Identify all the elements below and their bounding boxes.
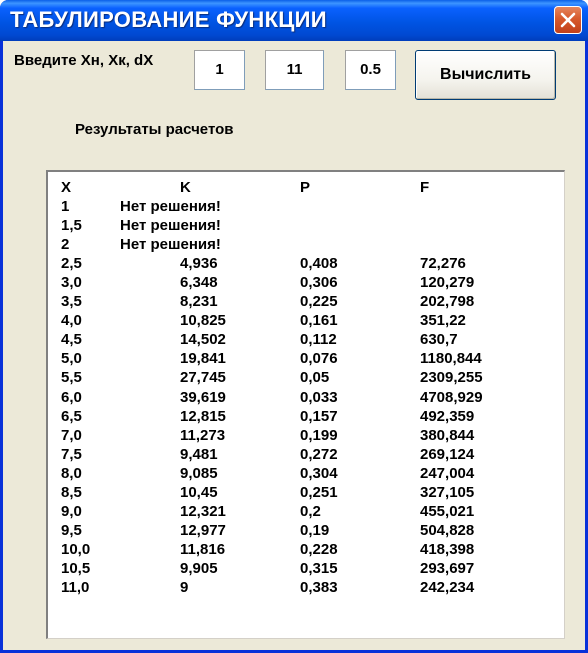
calculate-button[interactable]: Вычислить xyxy=(415,50,556,100)
cell-p: 0,306 xyxy=(300,274,338,292)
table-row xyxy=(48,521,563,540)
table-row xyxy=(48,407,563,426)
title-bar[interactable] xyxy=(0,0,588,41)
table-row xyxy=(48,540,563,559)
cell-x: 8,5 xyxy=(61,483,82,501)
table-row xyxy=(48,292,563,311)
cell-f: 72,276 xyxy=(420,255,466,273)
cell-f: 269,124 xyxy=(420,445,475,463)
column-header-f: F xyxy=(420,179,430,196)
input-prompt-label: Введите Xн, Xк, dX xyxy=(14,52,154,69)
column-header-p: P xyxy=(300,179,311,196)
table-row xyxy=(48,273,563,292)
table-row xyxy=(48,483,563,502)
xn-input[interactable]: 1 xyxy=(194,50,245,90)
close-button[interactable] xyxy=(554,6,582,34)
cell-x: 4,5 xyxy=(61,331,82,349)
close-icon xyxy=(560,12,576,28)
cell-f: 247,004 xyxy=(420,464,475,482)
table-row xyxy=(48,388,563,407)
cell-k: 9,481 xyxy=(180,445,218,463)
cell-f: 2309,255 xyxy=(420,369,483,387)
cell-x: 4,0 xyxy=(61,312,82,330)
cell-p: 0,383 xyxy=(300,579,338,596)
table-row xyxy=(48,502,563,521)
cell-p: 0,076 xyxy=(300,350,338,368)
cell-k: 11,273 xyxy=(180,426,226,444)
table-row xyxy=(48,559,563,578)
cell-k: 9,905 xyxy=(180,559,218,577)
cell-p: 0,05 xyxy=(300,369,330,387)
cell-p: 0,272 xyxy=(300,445,338,463)
cell-k: 19,841 xyxy=(180,350,226,368)
cell-f: 504,828 xyxy=(420,521,475,539)
results-header-row xyxy=(48,178,563,197)
cell-p: 0,112 xyxy=(300,331,337,349)
table-row xyxy=(48,197,563,216)
cell-x: 1,5 xyxy=(61,217,82,235)
cell-x: 6,5 xyxy=(61,407,82,425)
cell-k: 27,745 xyxy=(180,369,226,387)
cell-p: 0,225 xyxy=(300,293,338,311)
xk-input[interactable]: 11 xyxy=(265,50,324,90)
cell-k: 12,977 xyxy=(180,521,226,539)
cell-p: 0,304 xyxy=(300,464,338,482)
cell-x: 10,0 xyxy=(61,540,91,558)
table-row xyxy=(48,426,563,445)
cell-f: 293,697 xyxy=(420,559,475,577)
cell-f: 1180,844 xyxy=(420,350,482,368)
table-row xyxy=(48,330,563,349)
cell-f: 120,279 xyxy=(420,274,475,292)
cell-x: 11,0 xyxy=(61,579,90,596)
table-row xyxy=(48,445,563,464)
table-row xyxy=(48,464,563,483)
cell-f: 380,844 xyxy=(420,426,475,444)
cell-k: 12,815 xyxy=(180,407,226,425)
cell-x: 10,5 xyxy=(61,559,91,577)
cell-f: 630,7 xyxy=(420,331,458,349)
cell-k: 10,45 xyxy=(180,483,218,501)
cell-p: 0,033 xyxy=(300,388,338,406)
cell-f: 418,398 xyxy=(420,540,475,558)
window-title: ТАБУЛИРОВАНИЕ ФУНКЦИИ xyxy=(10,7,327,32)
table-row xyxy=(48,311,563,330)
cell-p: 0,2 xyxy=(300,502,321,520)
cell-x: 1 xyxy=(61,198,70,215)
cell-p: 0,228 xyxy=(300,540,338,558)
cell-k: 9,085 xyxy=(180,464,218,482)
table-row xyxy=(48,349,563,368)
cell-f: 4708,929 xyxy=(420,388,483,406)
cell-p: 0,19 xyxy=(300,521,330,539)
cell-p: 0,161 xyxy=(300,312,338,330)
cell-x: 3,0 xyxy=(61,274,82,292)
cell-x: 3,5 xyxy=(61,293,82,311)
cell-k: 11,816 xyxy=(180,540,226,558)
cell-x: 6,0 xyxy=(61,388,82,406)
results-label: Результаты расчетов xyxy=(75,121,234,138)
column-header-x: X xyxy=(61,179,72,196)
cell-k: 12,321 xyxy=(180,502,226,520)
table-row xyxy=(48,216,563,235)
cell-message: Нет решения! xyxy=(120,198,221,215)
cell-x: 7,5 xyxy=(61,445,82,463)
table-row xyxy=(48,254,563,273)
cell-x: 5,0 xyxy=(61,350,82,368)
cell-p: 0,315 xyxy=(300,559,338,577)
cell-x: 2 xyxy=(61,236,70,254)
cell-k: 14,502 xyxy=(180,331,226,349)
cell-f: 202,798 xyxy=(420,293,475,311)
cell-k: 8,231 xyxy=(180,293,218,311)
cell-k: 39,619 xyxy=(180,388,226,406)
cell-x: 7,0 xyxy=(61,426,82,444)
cell-x: 2,5 xyxy=(61,255,82,273)
cell-f: 351,22 xyxy=(420,312,466,330)
cell-x: 9,0 xyxy=(61,502,82,520)
cell-message: Нет решения! xyxy=(120,217,221,235)
column-header-k: K xyxy=(180,179,191,196)
table-row xyxy=(48,235,563,254)
cell-k: 4,936 xyxy=(180,255,218,273)
cell-f: 455,021 xyxy=(420,502,475,520)
cell-k: 6,348 xyxy=(180,274,218,292)
cell-f: 242,234 xyxy=(420,579,475,596)
results-listbox[interactable] xyxy=(46,170,565,639)
table-row xyxy=(48,368,563,387)
table-row xyxy=(48,578,563,597)
cell-p: 0,251 xyxy=(300,483,338,501)
cell-f: 327,105 xyxy=(420,483,475,501)
cell-k: 9 xyxy=(180,579,189,596)
cell-k: 10,825 xyxy=(180,312,226,330)
cell-message: Нет решения! xyxy=(120,236,221,254)
dx-input[interactable]: 0.5 xyxy=(345,50,396,90)
cell-x: 5,5 xyxy=(61,369,82,387)
cell-p: 0,408 xyxy=(300,255,338,273)
cell-x: 9,5 xyxy=(61,521,82,539)
cell-x: 8,0 xyxy=(61,464,82,482)
cell-p: 0,199 xyxy=(300,426,338,444)
cell-p: 0,157 xyxy=(300,407,338,425)
cell-f: 492,359 xyxy=(420,407,475,425)
